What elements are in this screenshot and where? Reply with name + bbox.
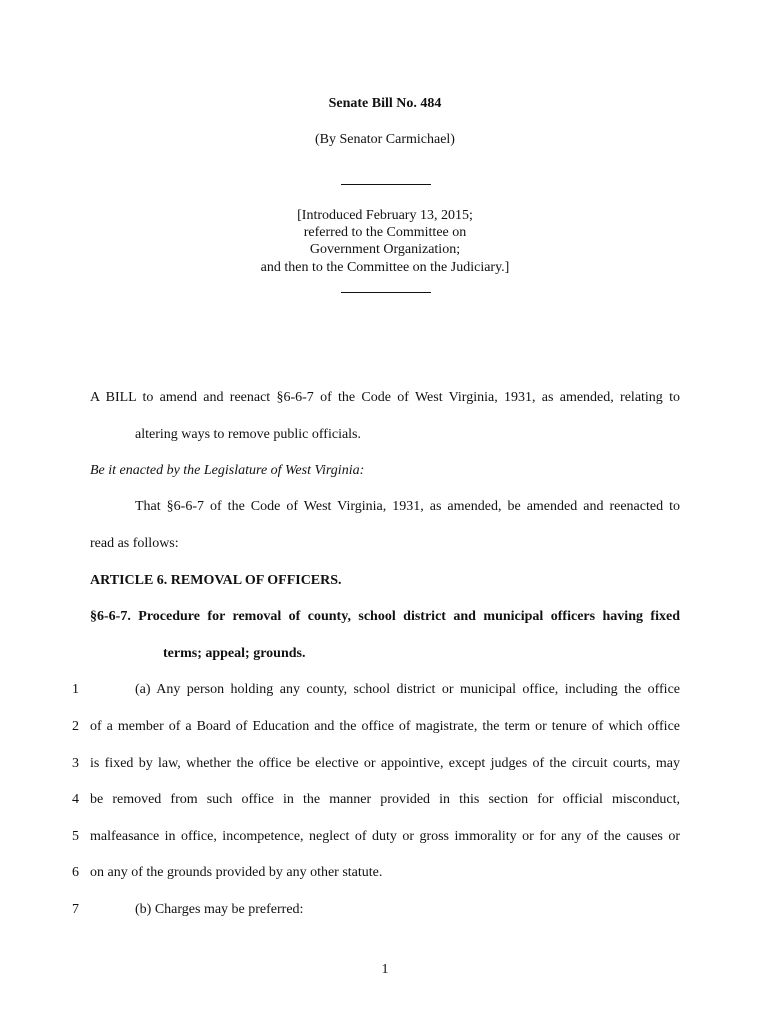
bill-title: Senate Bill No. 484 <box>328 96 442 111</box>
line-number: 2 <box>72 719 79 734</box>
bill-intro-line-2: read as follows: <box>90 536 179 551</box>
section-heading-line-2: terms; appeal; grounds. <box>163 646 306 661</box>
enacting-clause: Be it enacted by the Legislature of West Virginia: <box>90 463 365 478</box>
bill-title-line-2: altering ways to remove public officials. <box>135 427 362 442</box>
intro-line-2: referred to the Committee on <box>303 225 467 240</box>
line-number: 6 <box>72 865 79 880</box>
sponsor-line: (By Senator Carmichael) <box>315 132 455 147</box>
statute-line: malfeasance in office, incompetence, neglect of duty or gross immorality or for any of the causes or <box>90 829 680 844</box>
line-number: 1 <box>72 682 79 697</box>
statute-line: be removed from such office in the manner provided in this section for official misconduct, <box>90 792 680 807</box>
line-number: 5 <box>72 829 79 844</box>
page-number: 1 <box>381 962 389 977</box>
statute-line: (a) Any person holding any county, school district or municipal office, including the office <box>135 682 680 697</box>
statute-line: of a member of a Board of Education and the office of magistrate, the term or tenure of which office <box>90 719 680 734</box>
bill-title-line-1: A BILL to amend and reenact §6-6-7 of the Code of West Virginia, 1931, as amended, relating to <box>90 390 680 405</box>
statute-line: on any of the grounds provided by any other statute. <box>90 865 383 880</box>
intro-line-1: [Introduced February 13, 2015; <box>297 208 473 223</box>
section-heading-line-1: §6-6-7. Procedure for removal of county, school district and municipal officers having fixed <box>90 609 680 624</box>
statute-line: (b) Charges may be preferred: <box>135 902 304 917</box>
article-heading: ARTICLE 6. REMOVAL OF OFFICERS. <box>90 573 342 588</box>
intro-line-4: and then to the Committee on the Judiciary.] <box>260 260 510 275</box>
line-number: 4 <box>72 792 79 807</box>
separator-rule-bottom <box>341 292 431 293</box>
intro-line-3: Government Organization; <box>309 242 461 257</box>
statute-line: is fixed by law, whether the office be elective or appointive, except judges of the circuit courts, may <box>90 756 680 771</box>
line-number: 7 <box>72 902 79 917</box>
line-number: 3 <box>72 756 79 771</box>
separator-rule-top <box>341 184 431 185</box>
bill-intro-line-1: That §6-6-7 of the Code of West Virginia, 1931, as amended, be amended and reenacted to <box>135 499 680 514</box>
